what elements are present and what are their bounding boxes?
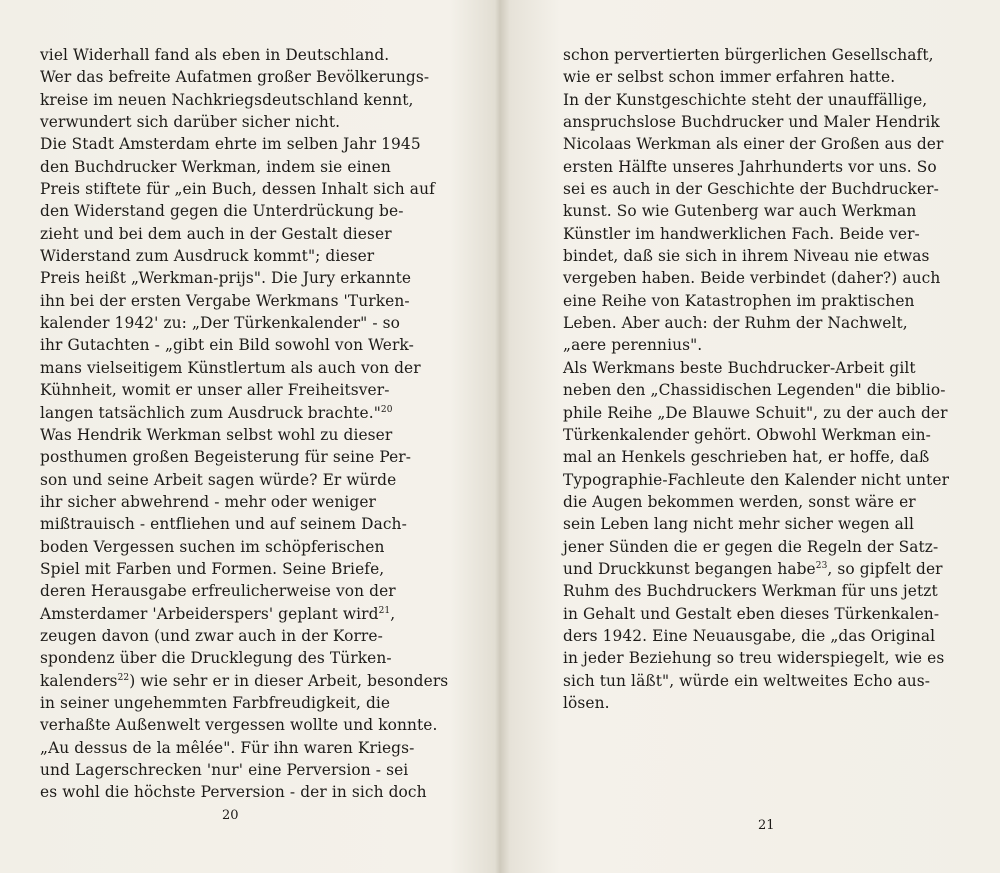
text-segment: ) wie sehr er in dieser Arbeit, besonders [129, 671, 449, 690]
text-line: wie er selbst schon immer erfahren hatte. [563, 68, 896, 87]
text-segment: langen tatsächlich zum Ausdruck brachte." [40, 403, 381, 422]
text-line [563, 558, 973, 580]
text-line: Nicolaas Werkman als einer der Großen aus der [563, 135, 944, 154]
text-line: mans vielseitigem Künstlertum als auch von der [40, 358, 421, 377]
text-line: verhaßte Außenwelt vergessen wollte und konnte. [40, 716, 438, 735]
text-line: sich tun läßt", würde ein weltweites Echo aus- [563, 671, 931, 690]
text-line: kalender 1942' zu: „Der Türkenkalender" - so [40, 314, 400, 333]
text-line: lösen. [563, 693, 610, 712]
text-line: die Augen bekommen werden, sonst wäre er [563, 492, 916, 511]
text-line: Künstler im handwerklichen Fach. Beide ver- [563, 224, 920, 243]
text-line: den Buchdrucker Werkman, indem sie einen [40, 157, 391, 176]
text-line: in Gehalt und Gestalt eben dieses Türkenkalen- [563, 604, 940, 623]
text-line [40, 603, 445, 625]
text-line: Als Werkmans beste Buchdrucker-Arbeit gilt [563, 358, 916, 377]
page-number: 20 [222, 808, 239, 823]
text-line: Türkenkalender gehört. Obwohl Werkman ein- [563, 425, 931, 444]
page-number: 21 [758, 818, 775, 833]
text-line: phile Reihe „De Blauwe Schuit", zu der auch der [563, 403, 948, 422]
footnote-marker: 22 [117, 672, 130, 683]
text-line: schon pervertierten bürgerlichen Gesellschaft, [563, 46, 934, 64]
text-line: Spiel mit Farben und Formen. Seine Briefe, [40, 559, 385, 578]
text-line: Widerstand zum Ausdruck kommt"; dieser [40, 247, 375, 266]
text-line: posthumen großen Begeisterung für seine Per- [40, 448, 412, 467]
text-line: „aere perennius". [563, 336, 703, 355]
left-page [40, 44, 449, 804]
text-line: anspruchslose Buchdrucker und Maler Hendrik [563, 113, 940, 132]
text-line: neben den „Chassidischen Legenden" die biblio- [563, 381, 946, 400]
text-line: ihn bei der ersten Vergabe Werkmans 'Turken- [40, 291, 410, 310]
text-line: es wohl die höchste Perversion - der in sich doch [40, 783, 427, 802]
text-line: Wer das befreite Aufatmen großer Bevölkerungs- [40, 68, 430, 87]
text-line: In der Kunstgeschichte steht der unauffällige, [563, 90, 928, 109]
text-line: in jeder Beziehung so treu widerspiegelt, wie es [563, 649, 945, 668]
text-line: „Au dessus de la mêlée". Für ihn waren Kriegs- [40, 738, 415, 757]
right-page [563, 44, 973, 714]
text-segment: , so gipfelt der [827, 559, 943, 578]
text-line: mal an Henkels geschrieben hat, er hoffe, daß [563, 448, 930, 467]
text-line: Kühnheit, womit er unser aller Freiheitsver- [40, 381, 390, 400]
footnote-marker: 20 [380, 404, 393, 415]
text-line: zeugen davon (und zwar auch in der Korre- [40, 626, 383, 645]
footnote-marker: 21 [378, 605, 391, 616]
text-line: kreise im neuen Nachkriegsdeutschland kennt, [40, 90, 414, 109]
text-line [40, 670, 449, 692]
text-line: spondenz über die Drucklegung des Türken- [40, 649, 392, 668]
text-line: ders 1942. Eine Neuausgabe, die „das Original [563, 626, 936, 645]
text-line [40, 402, 445, 424]
text-line: ihr sicher abwehrend - mehr oder weniger [40, 492, 377, 511]
text-line: zieht und bei dem auch in der Gestalt dieser [40, 224, 392, 243]
text-line: Die Stadt Amsterdam ehrte im selben Jahr 1945 [40, 135, 421, 154]
footnote-marker: 23 [815, 560, 828, 571]
text-line: in seiner ungehemmten Farbfreudigkeit, die [40, 693, 391, 712]
text-line: verwundert sich darüber sicher nicht. [40, 113, 341, 132]
text-segment: kalenders [40, 671, 118, 690]
text-line: Was Hendrik Werkman selbst wohl zu dieser [40, 425, 393, 444]
text-line: den Widerstand gegen die Unterdrückung be- [40, 202, 404, 221]
text-line: Typographie-Fachleute den Kalender nicht unter [563, 470, 950, 489]
text-line: deren Herausgabe erfreulicherweise von der [40, 582, 396, 601]
text-line: Preis stiftete für „ein Buch, dessen Inhalt sich auf [40, 180, 435, 199]
text-line: Ruhm des Buchdruckers Werkman für uns jetzt [563, 582, 938, 601]
text-line: Preis heißt „Werkman-prijs". Die Jury erkannte [40, 269, 412, 288]
text-line: sein Leben lang nicht mehr sicher wegen all [563, 515, 914, 534]
text-line: kunst. So wie Gutenberg war auch Werkman [563, 202, 917, 221]
text-line: vergeben haben. Beide verbindet (daher?) auch [563, 269, 941, 288]
text-line: viel Widerhall fand als eben in Deutschland. [40, 46, 390, 64]
text-line: ersten Hälfte unseres Jahrhunderts vor uns. So [563, 157, 937, 176]
text-line: und Lagerschrecken 'nur' eine Perversion - sei [40, 761, 409, 779]
text-line: sei es auch in der Geschichte der Buchdrucker- [563, 180, 939, 199]
text-line: son und seine Arbeit sagen würde? Er würde [40, 470, 397, 489]
text-line: boden Vergessen suchen im schöpferischen [40, 537, 385, 556]
text-line: eine Reihe von Katastrophen im praktischen [563, 291, 915, 310]
text-line: mißtrauisch - entfliehen und auf seinem Dach- [40, 515, 407, 534]
text-segment: Amsterdamer 'Arbeiderspers' geplant wird [40, 604, 379, 623]
text-line: Leben. Aber auch: der Ruhm der Nachwelt, [563, 314, 908, 333]
text-line: ihr Gutachten - „gibt ein Bild sowohl von Werk- [40, 336, 414, 355]
text-segment: und Druckkunst begangen habe [563, 559, 816, 578]
text-line: jener Sünden die er gegen die Regeln der Satz- [563, 537, 939, 556]
text-segment: , [390, 604, 396, 623]
text-line: bindet, daß sie sich in ihrem Niveau nie etwas [563, 247, 930, 266]
